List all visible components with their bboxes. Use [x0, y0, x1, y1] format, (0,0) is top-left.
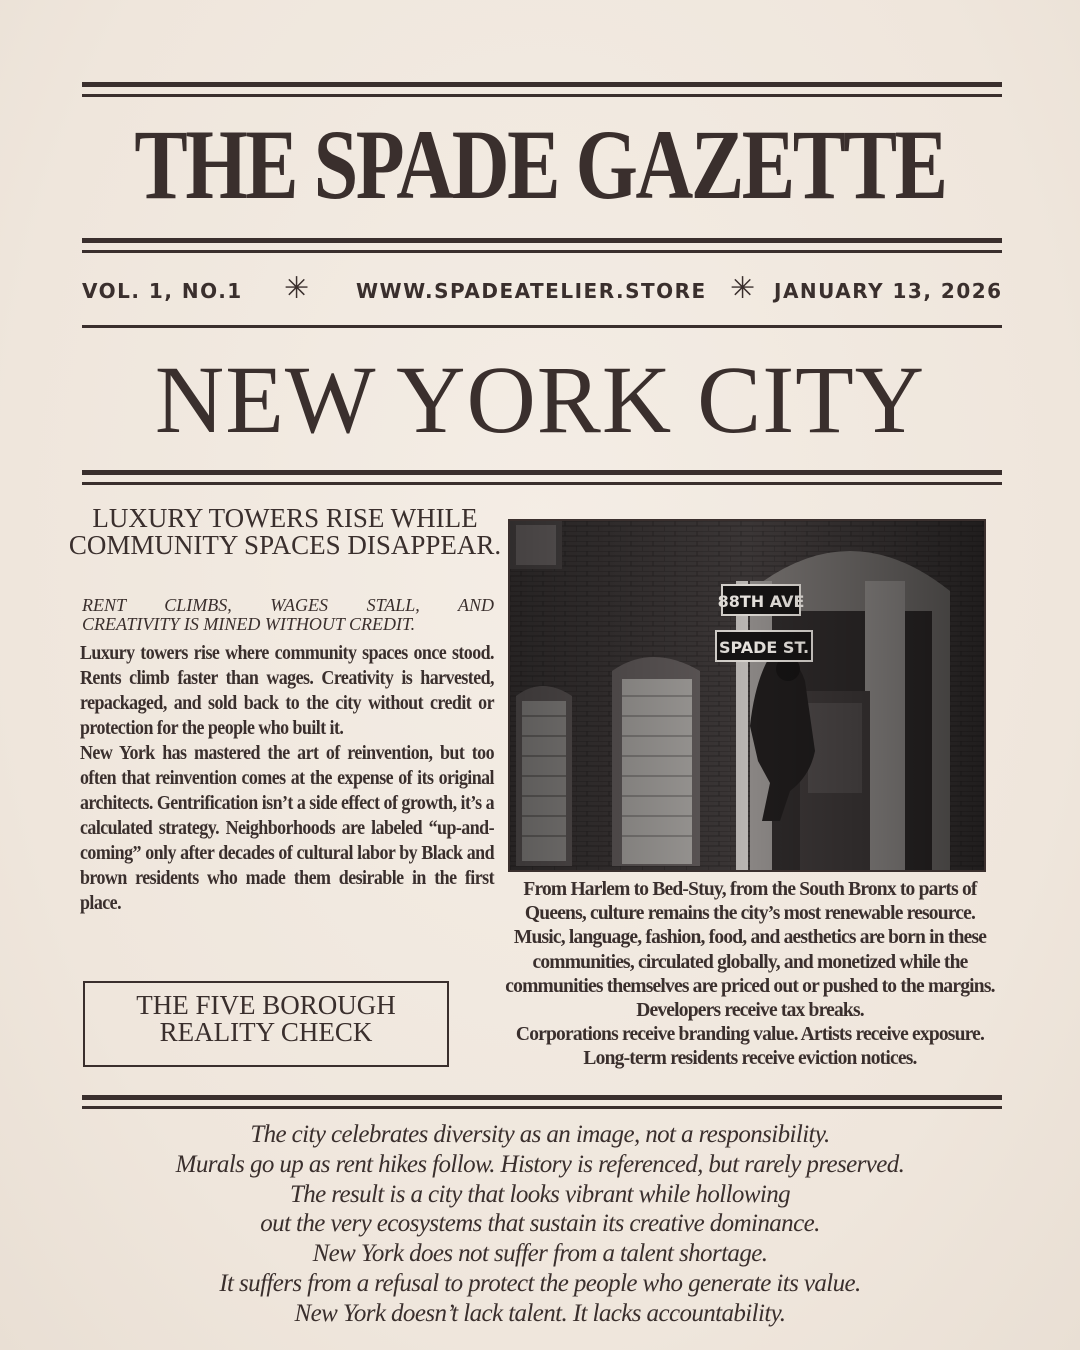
closing-statement: [0, 1120, 1080, 1329]
dek-line: RENT CLIMBS, WAGES STALL, AND: [82, 595, 494, 615]
article-paragraph: Luxury towers rise where community spaces once stood. Rents climb faster than wages. Creativity is harvested, repackaged, and sold back to the city without credit or protection for the people who built it.: [80, 643, 494, 739]
section-title: NEW YORK CITY: [154, 346, 926, 453]
box-line: THE FIVE BOROUGH: [136, 990, 396, 1020]
asterisk-icon: ✳: [284, 271, 310, 306]
closing-line: The city celebrates diversity as an image, not a responsibility.: [250, 1121, 830, 1148]
closing-line: New York doesn’t lack talent. It lacks accountability.: [294, 1299, 786, 1327]
masthead-rule-thick: [82, 238, 1002, 243]
top-rule-thin: [82, 94, 1002, 97]
website-label: WWW.SPADEATELIER.STORE: [356, 279, 707, 303]
article-paragraph: New York has mastered the art of reinvention, but too often that reinvention comes at the expense of its original architects. Gentrification isn’t a side effect of growth, it’s a calculated strategy. Neighborhoods are labeled “up-and-coming” only after decades of cultural labor by Black and brown residents who made them desirable in the first place.: [80, 743, 494, 914]
closing-line: out the very ecosystems that sustain its creative dominance.: [260, 1210, 820, 1238]
photo-caption: [498, 878, 1002, 1072]
dek-line: CREATIVITY IS MINED WITHOUT CREDIT.: [82, 614, 416, 634]
top-rule-thick: [82, 82, 1002, 87]
article-headline: LUXURY TOWERS RISE WHILE COMMUNITY SPACES DISAPPEAR.: [68, 503, 502, 560]
info-rule: [82, 325, 1002, 328]
caption-paragraph: From Harlem to Bed-Stuy, from the South Bronx to parts of Queens, culture remains the city’s most renewable resource. Music, language, fashion, food, and aesthetics are born in these communities, circulated globally, and monetized while the communities themselves are priced out or pushed to the margins.: [505, 879, 995, 997]
masthead-rule-thin: [82, 250, 1002, 253]
article-dek: [82, 596, 494, 634]
reality-check-box: [83, 981, 449, 1067]
masthead-title: THE SPADE GAZETTE: [134, 109, 946, 220]
bottom-rule-thin: [82, 1106, 1002, 1109]
article-body: [80, 641, 494, 916]
caption-paragraph: Developers receive tax breaks.: [636, 1000, 864, 1022]
issue-info-row: [82, 271, 1004, 306]
asterisk-icon: ✳: [730, 271, 756, 306]
street-photo: [508, 519, 986, 872]
closing-line: It suffers from a refusal to protect the people who generate its value.: [219, 1269, 861, 1297]
section-rule-thin: [82, 482, 1002, 485]
bottom-rule-thick: [82, 1095, 1002, 1100]
caption-paragraph: Corporations receive branding value. Artists receive exposure. Long-term residents receive eviction notices.: [515, 1024, 985, 1070]
date-label: JANUARY 13, 2026: [774, 279, 1003, 303]
closing-line: Murals go up as rent hikes follow. History is referenced, but rarely preserved.: [175, 1150, 905, 1178]
closing-line: New York does not suffer from a talent shortage.: [312, 1240, 768, 1268]
box-line: REALITY CHECK: [159, 1017, 373, 1047]
section-rule-thick: [82, 470, 1002, 475]
volume-label: VOL. 1, NO.1: [82, 279, 243, 303]
closing-line: The result is a city that looks vibrant while hollowing: [289, 1180, 791, 1208]
